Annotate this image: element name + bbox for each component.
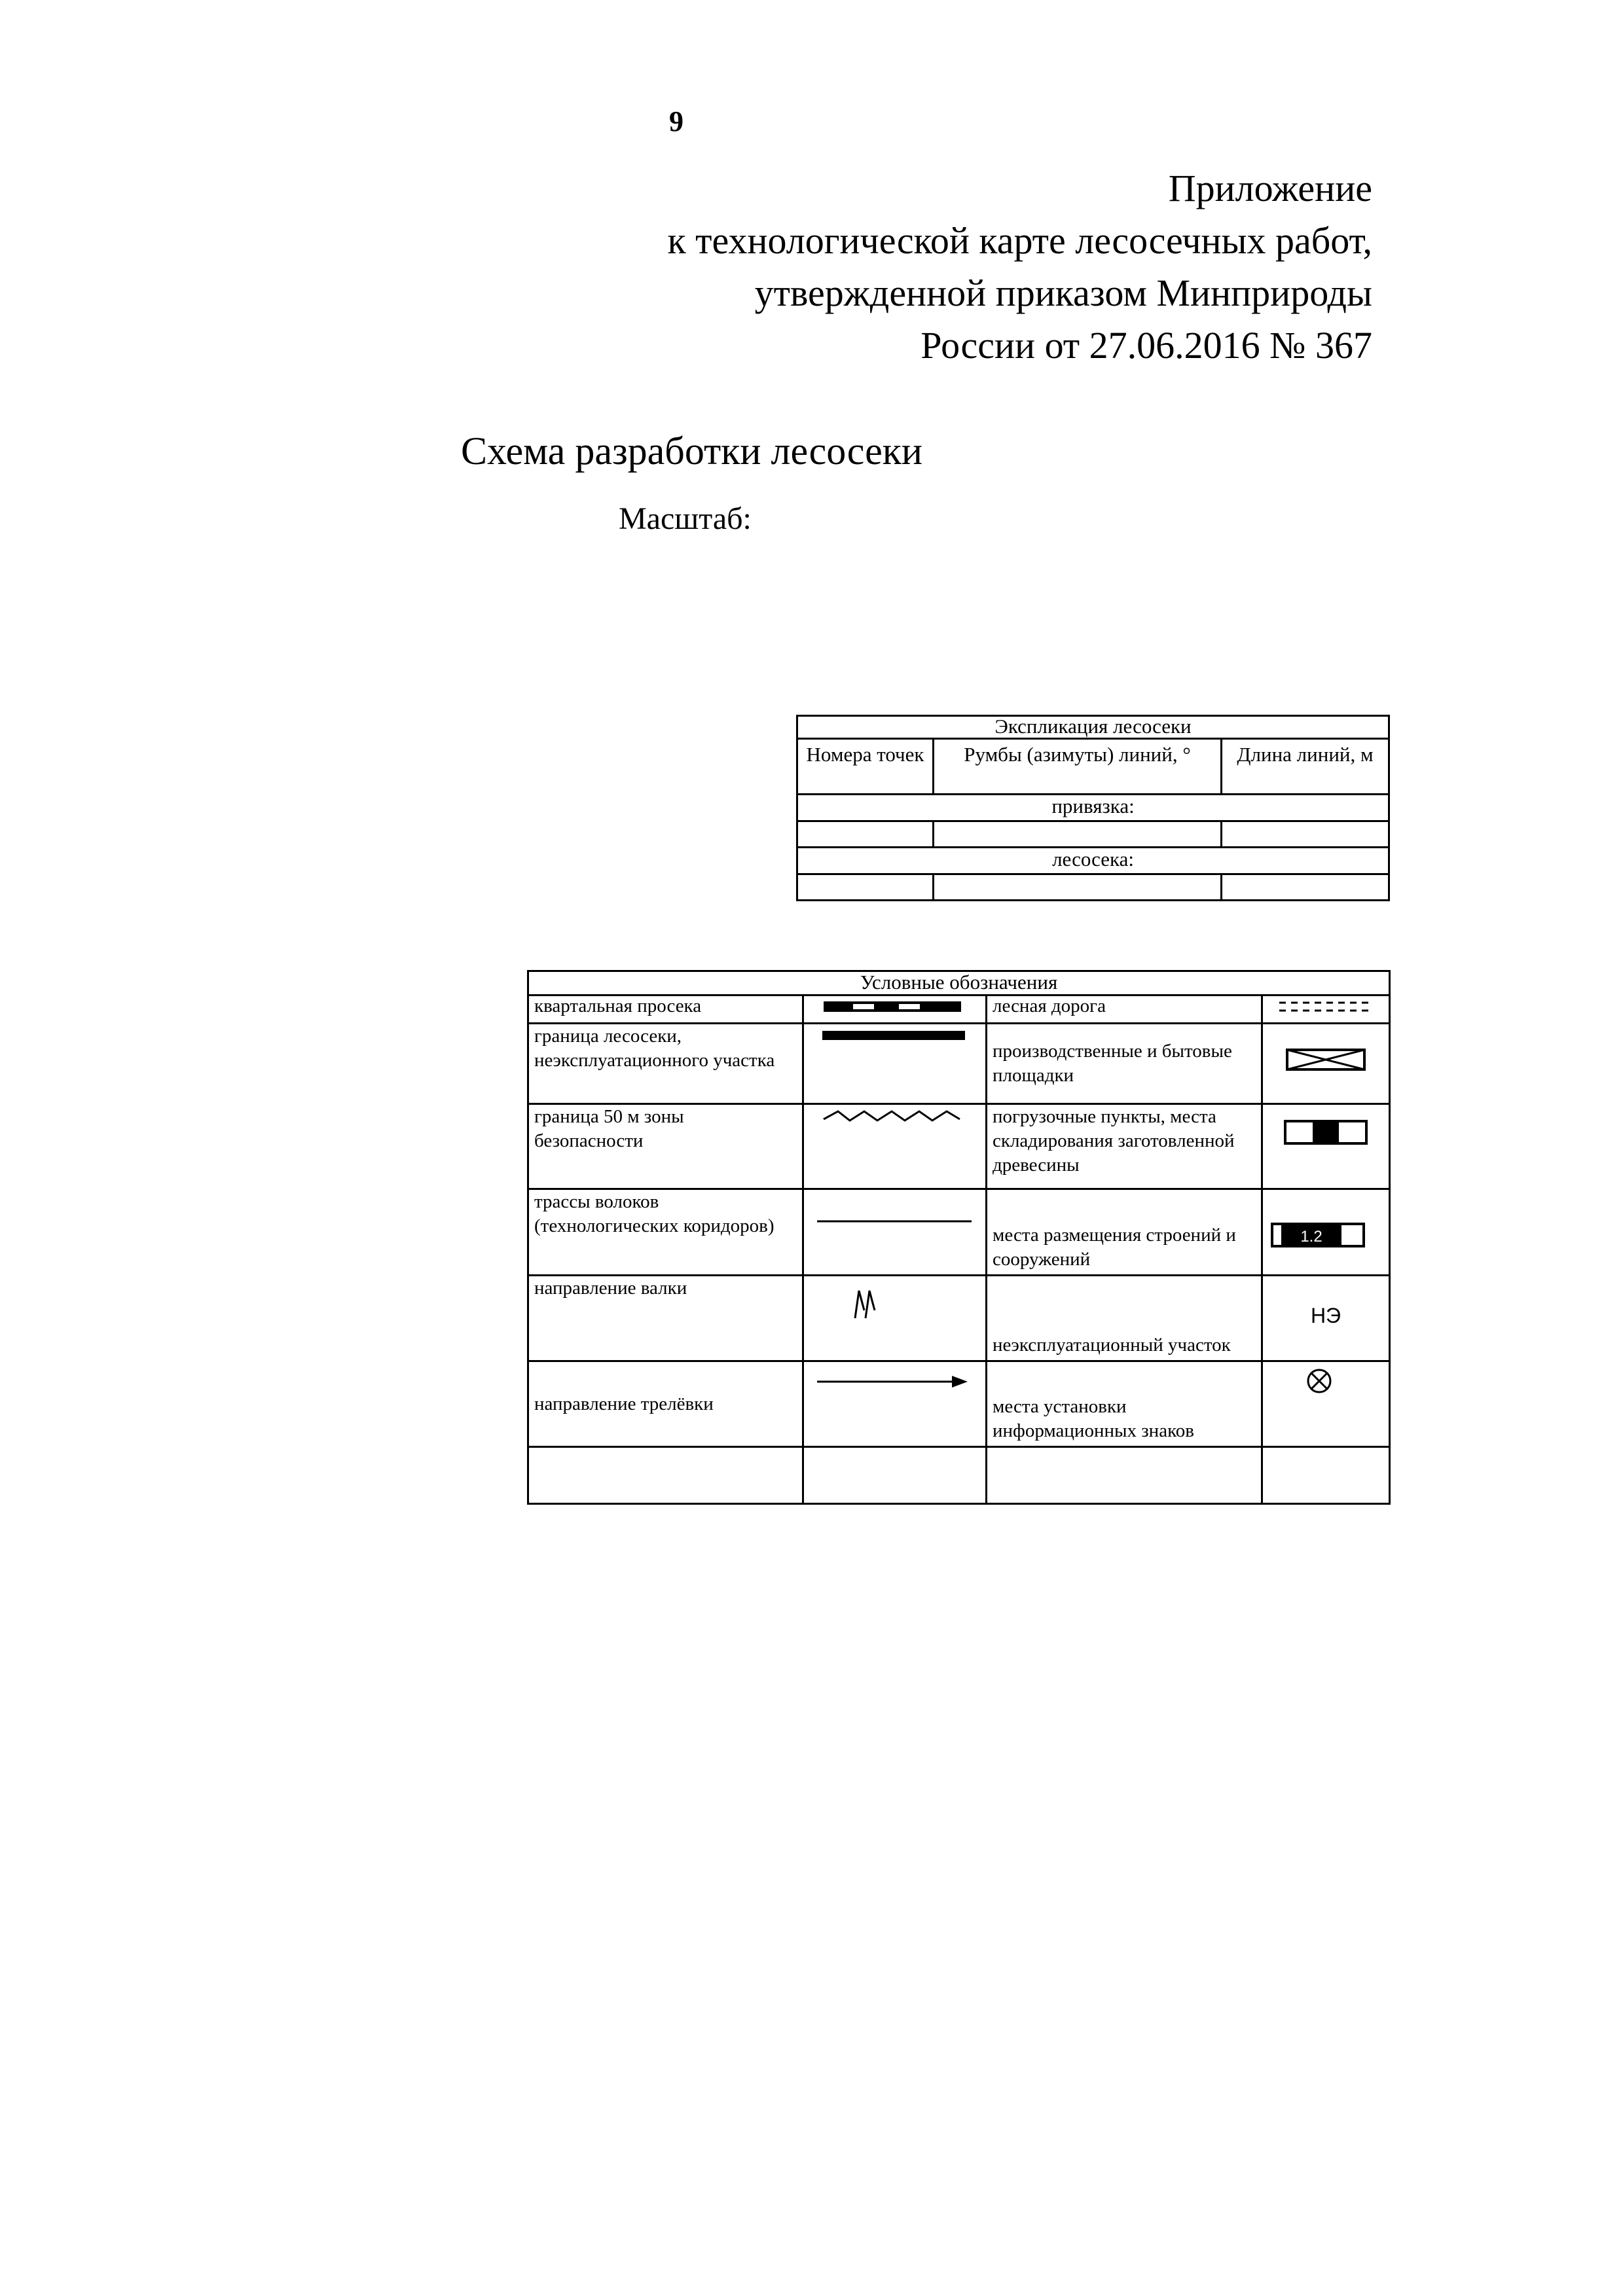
legend-label: неэксплуатационный участок xyxy=(987,1276,1262,1361)
scale-label: Масштаб: xyxy=(619,501,752,536)
empty-cell xyxy=(803,1447,987,1504)
table-row xyxy=(797,874,1389,901)
legend-row xyxy=(528,1361,1390,1447)
legend-label: лесная дорога xyxy=(987,996,1262,1024)
legend-row xyxy=(528,1447,1390,1504)
legend-label: места установки информационных знаков xyxy=(987,1361,1262,1447)
explication-caption: Экспликация лесосеки xyxy=(797,716,1389,739)
legend-label: трассы волоков (технологических коридоров) xyxy=(528,1189,803,1276)
appendix-line-3: утвержденной приказом Минприроды xyxy=(754,272,1372,314)
appendix-line-1: Приложение xyxy=(1168,167,1372,209)
felling-direction-symbol xyxy=(803,1276,987,1361)
section-binding: привязка: xyxy=(797,795,1389,821)
appendix-line-4: России от 27.06.2016 № 367 xyxy=(921,324,1372,367)
legend-label: места размещения строений и сооружений xyxy=(987,1189,1262,1276)
empty-cell xyxy=(934,874,1222,901)
non-operational-area-symbol xyxy=(1262,1276,1390,1361)
empty-cell xyxy=(1262,1447,1390,1504)
legend-table xyxy=(527,970,1391,1505)
header-point-numbers: Номера точек xyxy=(797,739,934,795)
empty-cell xyxy=(797,874,934,901)
legend-label: производственные и бытовые площадки xyxy=(987,1024,1262,1104)
forest-road-symbol xyxy=(1262,996,1390,1024)
loading-point-symbol xyxy=(1262,1104,1390,1189)
appendix-header xyxy=(667,162,1372,372)
buildings-symbol xyxy=(1262,1189,1390,1276)
safety-zone-boundary-symbol xyxy=(803,1104,987,1189)
empty-cell xyxy=(934,821,1222,848)
explication-table xyxy=(796,715,1390,901)
legend-label: граница лесосеки, неэксплуатационного участка xyxy=(528,1024,803,1104)
empty-cell xyxy=(1222,874,1389,901)
table-row xyxy=(797,821,1389,848)
legend-label: квартальная просека xyxy=(528,996,803,1024)
legend-label: направление валки xyxy=(528,1276,803,1361)
legend-row xyxy=(528,1276,1390,1361)
legend-row xyxy=(528,996,1390,1024)
empty-cell xyxy=(1222,821,1389,848)
cutting-area-boundary-symbol xyxy=(803,1024,987,1104)
skidding-direction-symbol xyxy=(803,1361,987,1447)
empty-cell xyxy=(797,821,934,848)
legend-row xyxy=(528,1104,1390,1189)
empty-cell xyxy=(528,1447,803,1504)
legend-label: погрузочные пункты, места складирования заготовленной древесины xyxy=(987,1104,1262,1189)
legend-row xyxy=(528,1189,1390,1276)
quarter-clearing-symbol xyxy=(803,996,987,1024)
page-number: 9 xyxy=(669,105,684,137)
production-site-symbol xyxy=(1262,1024,1390,1104)
scheme-title: Схема разработки лесосеки xyxy=(461,429,922,473)
appendix-line-2: к технологической карте лесосечных работ, xyxy=(667,219,1372,262)
section-cutting-area: лесосека: xyxy=(797,848,1389,874)
header-line-length: Длина линий, м xyxy=(1222,739,1389,795)
buildings-symbol-text: 1.2 xyxy=(1300,1228,1322,1246)
non-operational-area-code: НЭ xyxy=(1310,1304,1341,1327)
legend-label: граница 50 м зоны безопасности xyxy=(528,1104,803,1189)
legend-label: направление трелёвки xyxy=(528,1361,803,1447)
empty-cell xyxy=(987,1447,1262,1504)
legend-row xyxy=(528,1024,1390,1104)
legend-caption: Условные обозначения xyxy=(528,971,1390,996)
skid-trail-symbol xyxy=(803,1189,987,1276)
info-sign-symbol xyxy=(1262,1361,1390,1447)
header-bearings: Румбы (азимуты) линий, ° xyxy=(934,739,1222,795)
